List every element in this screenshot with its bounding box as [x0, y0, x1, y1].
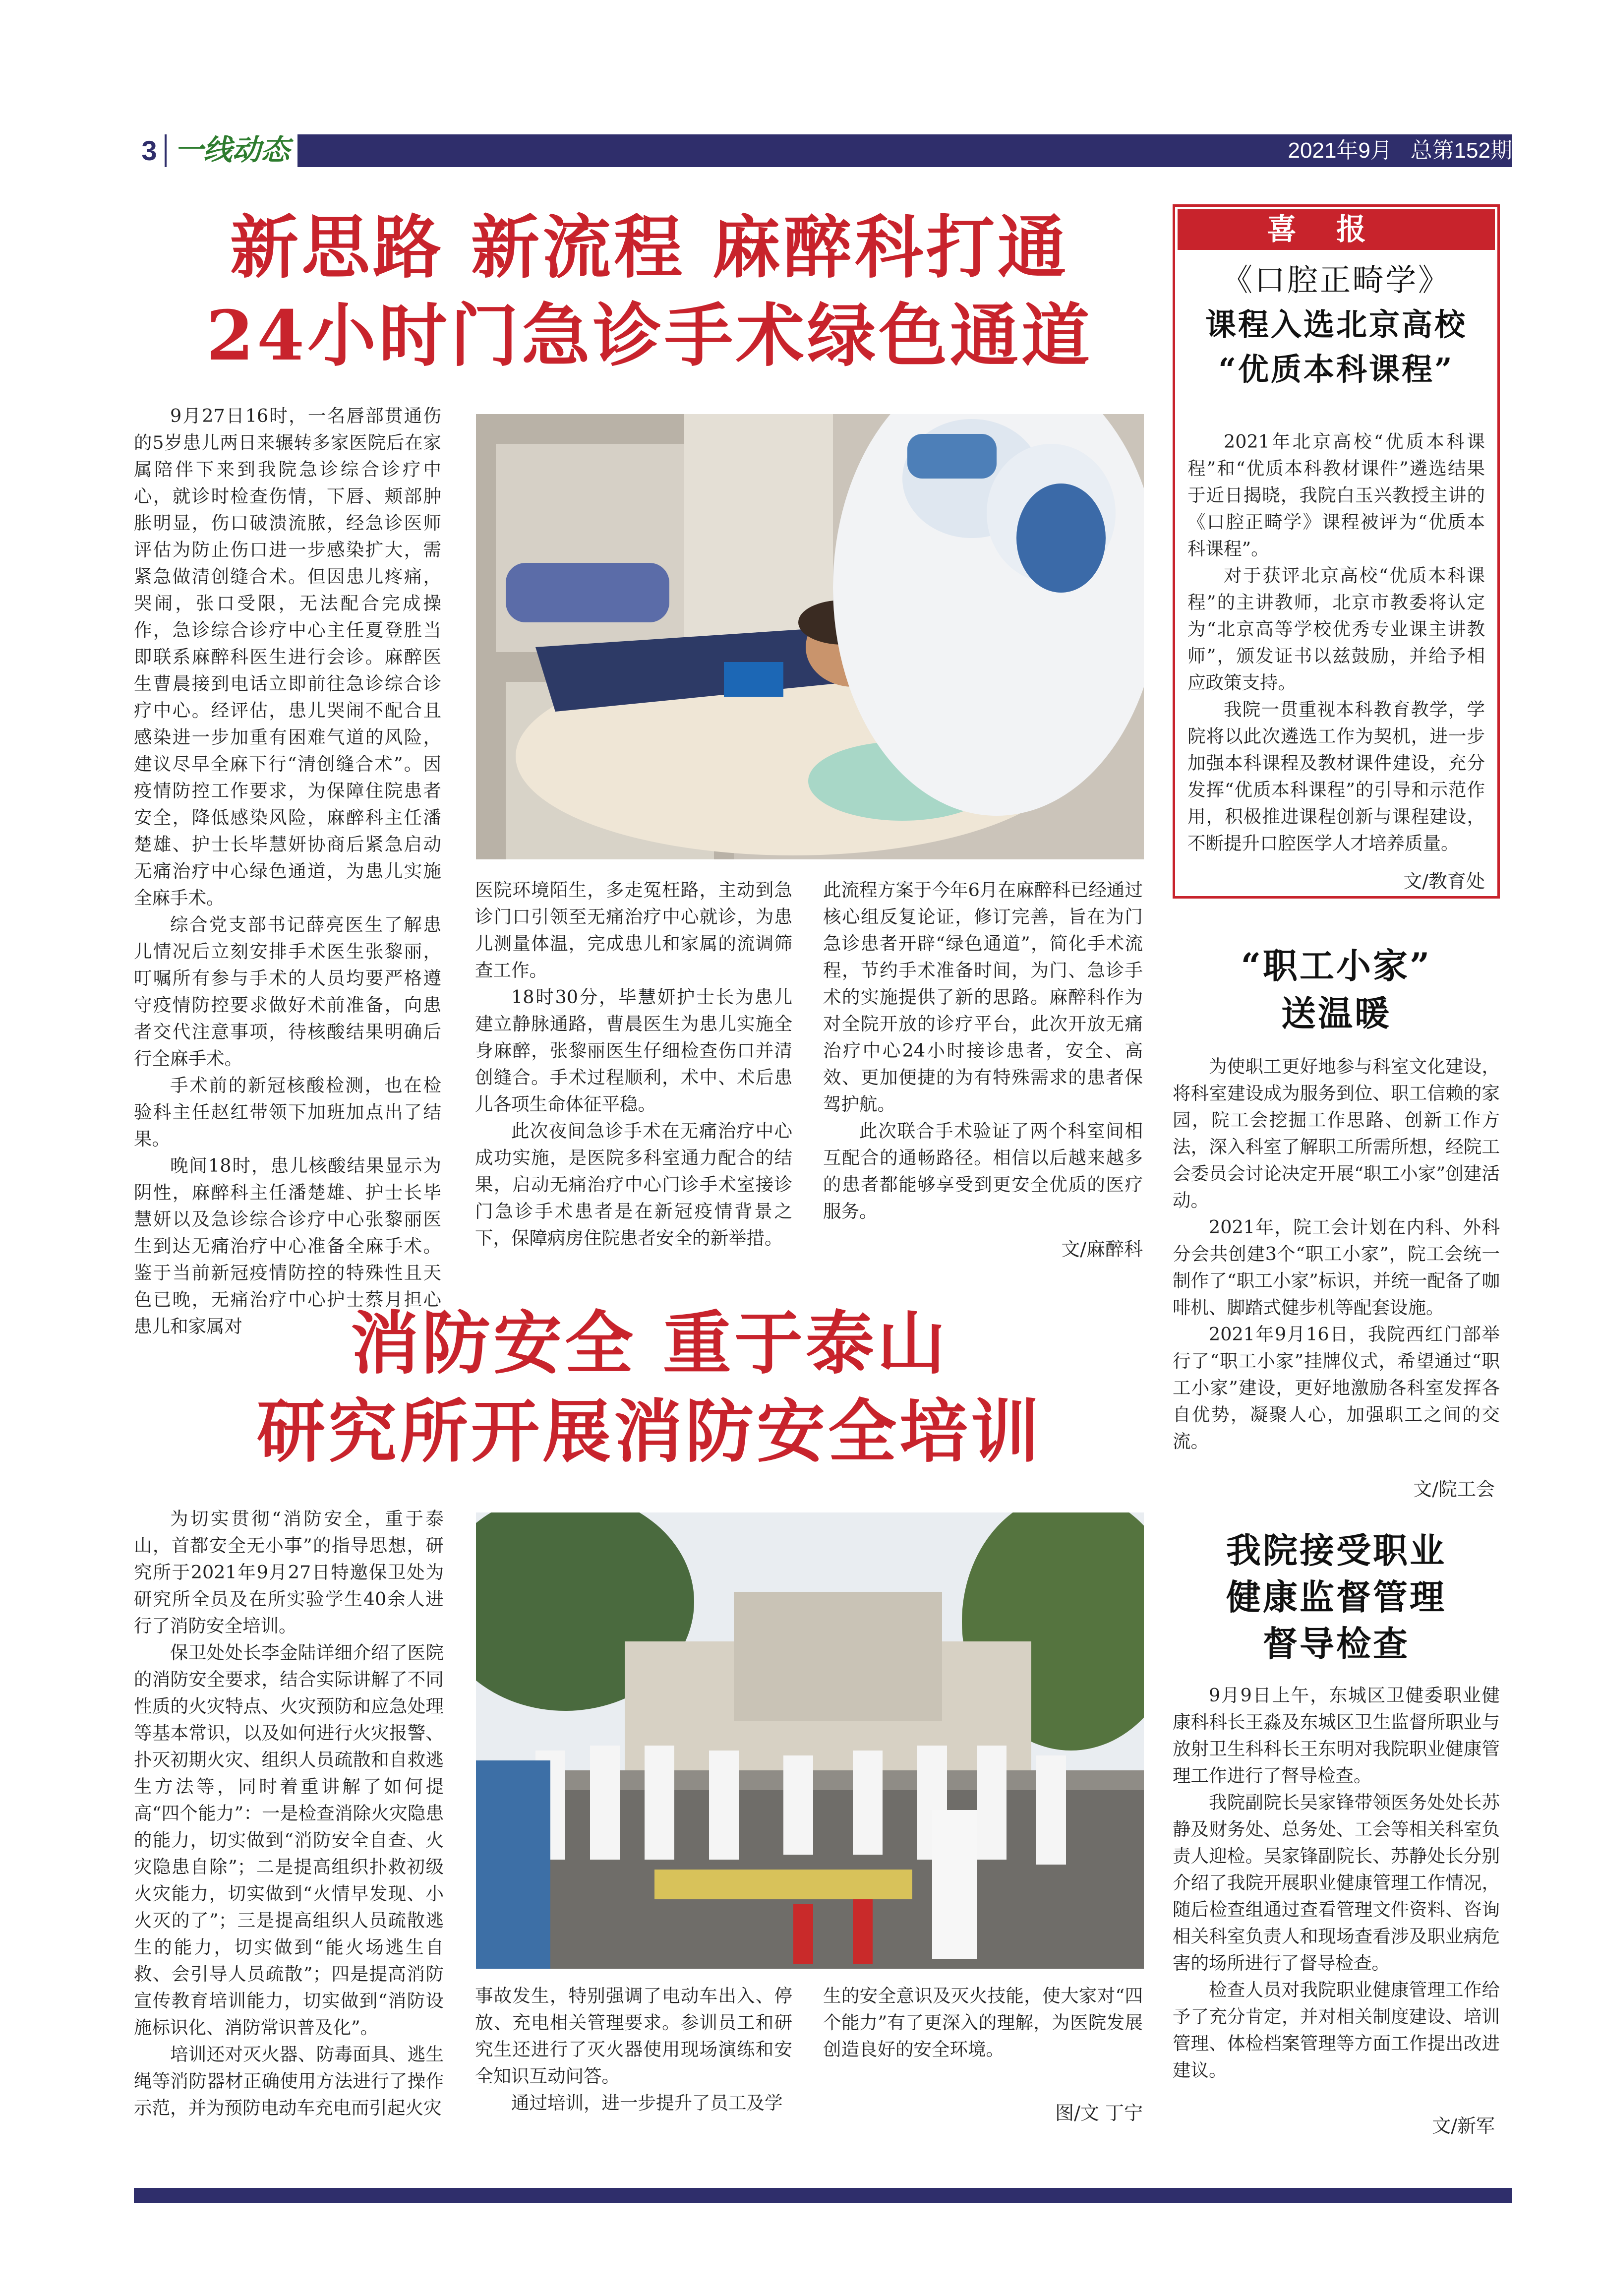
health-title-line3: 督导检查: [1263, 1623, 1410, 1664]
notice-title-line1: 《口腔正畸学》: [1221, 262, 1451, 298]
article1-col2-para: 此次夜间急诊手术在无痛治疗中心成功实施，是医院多科室通力配合的结果，启动无痛治疗中心门诊手术室接诊门急诊手术患者是在新冠疫情背景之下，保障病房住院患者安全的新举措。: [475, 1120, 792, 1249]
notice-para: 我院一贯重视本科教育教学，学院将以此次遴选工作为契机，进一步加强本科课程及教材课件建设，充分发挥“优质本科课程”的引导和示范作用，积极推进课程创新与课程建设，不断提升口腔医学人才培养质量。: [1187, 699, 1485, 854]
article1-col1-para: 综合党支部书记薛亮医生了解患儿情况后立刻安排手术医生张黎丽，叮嘱所有参与手术的人员均要严格遵守疫情防控要求做好术前准备，向患者交代注意事项，待核酸结果明确后行全麻手术。: [134, 914, 441, 1069]
staff-home-body: [1173, 1053, 1500, 1455]
notice-title-line3: “优质本科课程”: [1218, 351, 1454, 387]
article1-col3: [823, 877, 1143, 1225]
article1-col2-para: 医院环境陌生，多走冤枉路，主动到急诊门口引领至无痛治疗中心就诊，为患儿测量体温，完成患儿和家属的流调筛查工作。: [475, 879, 792, 981]
notice-para: 2021年北京高校“优质本科课程”和“优质本科教材课件”遴选结果于近日揭晓，我院白玉兴教授主讲的《口腔正畸学》课程被评为“优质本科课程”。: [1187, 431, 1485, 559]
surgery-photo: [476, 414, 1144, 859]
article2-col3-para: 生的安全意识及灭火技能，使大家对“四个能力”有了更深入的理解，为医院发展创造良好的安全环境。: [823, 1985, 1143, 2060]
health-title-line2: 健康监督管理: [1226, 1576, 1446, 1618]
article1-col1-para: 手术前的新冠核酸检测，也在检验科主任赵红带领下加班加点出了结果。: [134, 1075, 441, 1149]
notice-body: [1187, 428, 1485, 857]
staff-home-para: 为使职工更好地参与科室文化建设，将科室建设成为服务到位、职工信赖的家园，院工会挖掘工作思路、创新工作方法，深入科室了解职工所需所想，经院工会委员会讨论决定开展“职工小家”创建活动。: [1173, 1056, 1500, 1211]
article2-title-line2: 研究所开展消防安全培训: [256, 1391, 1042, 1472]
article1-title-line2: 24小时门急诊手术绿色通道: [206, 295, 1093, 376]
article2-title: [139, 1299, 1160, 1476]
article1-col1-para: 9月27日16时，一名唇部贯通伤的5岁患儿两日来辗转多家医院后在家属陪伴下来到我院急诊综合诊疗中心，就诊时检查伤情，下唇、颊部肿胀明显，伤口破溃流脓，经急诊医师评估为防止伤口进一步感染扩大，需紧急做清创缝合术。但因患儿疼痛，哭闹，张口受限，无法配合完成操作，急诊综合诊疗中心主任夏登胜当即联系麻醉科医生进行会诊。麻醉医生曹晨接到电话立即前往急诊综合诊疗中心。经评估，患儿哭闹不配合且感染进一步加重有困难气道的风险，建议尽早全麻下行“清创缝合术”。因疫情防控工作要求，为保障住院患者安全，降低感染风险，麻醉科主任潘楚雄、护士长毕慧妍协商后紧急启动无痛治疗中心绿色通道，为患儿实施全麻手术。: [134, 405, 441, 908]
article2-title-line1: 消防安全 重于泰山: [350, 1303, 949, 1384]
notice-title: [1178, 258, 1495, 392]
article2-col2: [475, 1983, 792, 2116]
article2-col1-para: 为切实贯彻“消防安全，重于泰山，首都安全无小事”的指导思想，研究所于2021年9月27日特邀保卫处为研究所全员及在所实验学生40余人进行了消防安全培训。: [134, 1508, 444, 1636]
issue-date: 2021年9月 总第152期: [1288, 138, 1512, 163]
section-name: 一线动态: [167, 130, 297, 170]
staff-home-title-line2: 送温暖: [1281, 993, 1391, 1034]
article2-col2-para: 通过培训，进一步提升了员工及学: [511, 2092, 783, 2114]
fire-training-photo: [476, 1512, 1144, 1969]
fire-training-photo-illustration: [476, 1512, 1144, 1969]
health-para: 我院副院长吴家锋带领医务处处长苏静及财务处、总务处、工会等相关科室负责人迎检。吴家锋副院长、苏静处长分别介绍了我院开展职业健康管理工作情况，随后检查组通过查看管理文件资料、咨询相关科室负责人和现场查看涉及职业病危害的场所进行了督导检查。: [1173, 1792, 1500, 1974]
article2-signature: 图/文 丁宁: [1055, 2102, 1143, 2124]
staff-home-title-line1: “职工小家”: [1241, 945, 1432, 986]
article1-col1-para: 晚间18时，患儿核酸结果显示为阴性，麻醉科主任潘楚雄、护士长毕慧妍以及急诊综合诊疗中心张黎丽医生到达无痛治疗中心准备全麻手术。鉴于当前新冠疫情防控的特殊性且天色已晚，无痛治疗中心护士蔡月担心患儿和家属对: [134, 1155, 441, 1337]
notice-signature: 文/教育处: [1403, 870, 1485, 892]
notice-title-line2: 课程入选北京高校: [1205, 306, 1467, 343]
health-title-line1: 我院接受职业: [1226, 1530, 1446, 1571]
article2-col3: [823, 1983, 1143, 2063]
footer-bar: [134, 2188, 1512, 2203]
article1-col1: [134, 403, 441, 1340]
article2-col1: [134, 1506, 444, 2121]
article2-col1-para: 保卫处处长李金陆详细介绍了医院的消防安全要求，结合实际讲解了不同性质的火灾特点、火灾预防和应急处理等基本常识，以及如何进行火灾报警、扑灭初期火灾、组织人员疏散和自救逃生方法等，同时着重讲解了如何提高“四个能力”：一是检查消除火灾隐患的能力，切实做到“消防安全自查、火灾隐患自除”；二是提高组织扑救初级火灾能力，切实做到“火情早发现、小火灭的了”；三是提高组织人员疏散逃生的能力，切实做到“能火场逃生自救、会引导人员疏散”；四是提高消防宣传教育培训能力，切实做到“消防设施标识化、消防常识普及化”。: [134, 1642, 444, 2038]
article1-signature: 文/麻醉科: [1061, 1238, 1143, 1260]
article1-title: [139, 203, 1160, 380]
health-para: 检查人员对我院职业健康管理工作给予了充分肯定，并对相关制度建设、培训管理、体检档案管理等方面工作提出改进建议。: [1173, 1979, 1500, 2081]
health-body: [1173, 1682, 1500, 2084]
article1-col2: [475, 877, 792, 1252]
staff-home-para: 2021年9月16日，我院西红门部举行了“职工小家”挂牌仪式，希望通过“职工小家”建设，更好地激励各科室发挥各自优势，凝聚人心，加强职工之间的交流。: [1173, 1324, 1500, 1452]
health-para: 9月9日上午，东城区卫健委职业健康科科长王淼及东城区卫生监督所职业与放射卫生科科长王东明对我院职业健康管理工作进行了督导检查。: [1173, 1685, 1500, 1786]
page-number: 3: [134, 134, 165, 167]
staff-home-signature: 文/院工会: [1413, 1478, 1495, 1500]
article1-col2-para: 18时30分，毕慧妍护士长为患儿建立静脉通路，曹晨医生为患儿实施全身麻醉，张黎丽医生仔细检查伤口并清创缝合。手术过程顺利，术中、术后患儿各项生命体征平稳。: [475, 986, 792, 1115]
article1-col3-para: 此流程方案于今年6月在麻醉科已经通过核心组反复论证，修订完善，旨在为门急诊患者开辟“绿色通道”，简化手术流程，节约手术准备时间，为门、急诊手术的实施提供了新的思路。麻醉科作为对全院开放的诊疗平台，此次开放无痛治疗中心24小时接诊患者，安全、高效、更加便捷的为有特殊需求的患者保驾护航。: [823, 879, 1143, 1115]
article1-col3-para: 此次联合手术验证了两个科室间相互配合的通畅路径。相信以后越来越多的患者都能够享受到更安全优质的医疗服务。: [823, 1120, 1143, 1222]
article2-col2-para: 事故发生，特别强调了电动车出入、停放、充电相关管理要求。参训员工和研究生还进行了灭火器使用现场演练和安全知识互动问答。: [475, 1985, 792, 2087]
health-signature: 文/新军: [1432, 2115, 1495, 2137]
notice-para: 对于获评北京高校“优质本科课程”的主讲教师，北京市教委将认定为“北京高等学校优秀专业课主讲教师”，颁发证书以兹鼓励，并给予相应政策支持。: [1187, 565, 1485, 693]
notice-label: 喜报: [1178, 209, 1495, 250]
surgery-photo-illustration: [476, 414, 1144, 859]
article1-title-line1: 新思路 新流程 麻醉科打通: [230, 207, 1069, 288]
article2-col1-para: 培训还对灭火器、防毒面具、逃生绳等消防器材正确使用方法进行了操作示范，并为预防电动车充电而引起火灾: [134, 2044, 444, 2118]
staff-home-para: 2021年，院工会计划在内科、外科分会共创建3个“职工小家”，院工会统一制作了“职工小家”标识，并统一配备了咖啡机、脚踏式健步机等配套设施。: [1173, 1216, 1500, 1318]
health-title: [1173, 1527, 1500, 1667]
staff-home-title: [1173, 942, 1500, 1037]
